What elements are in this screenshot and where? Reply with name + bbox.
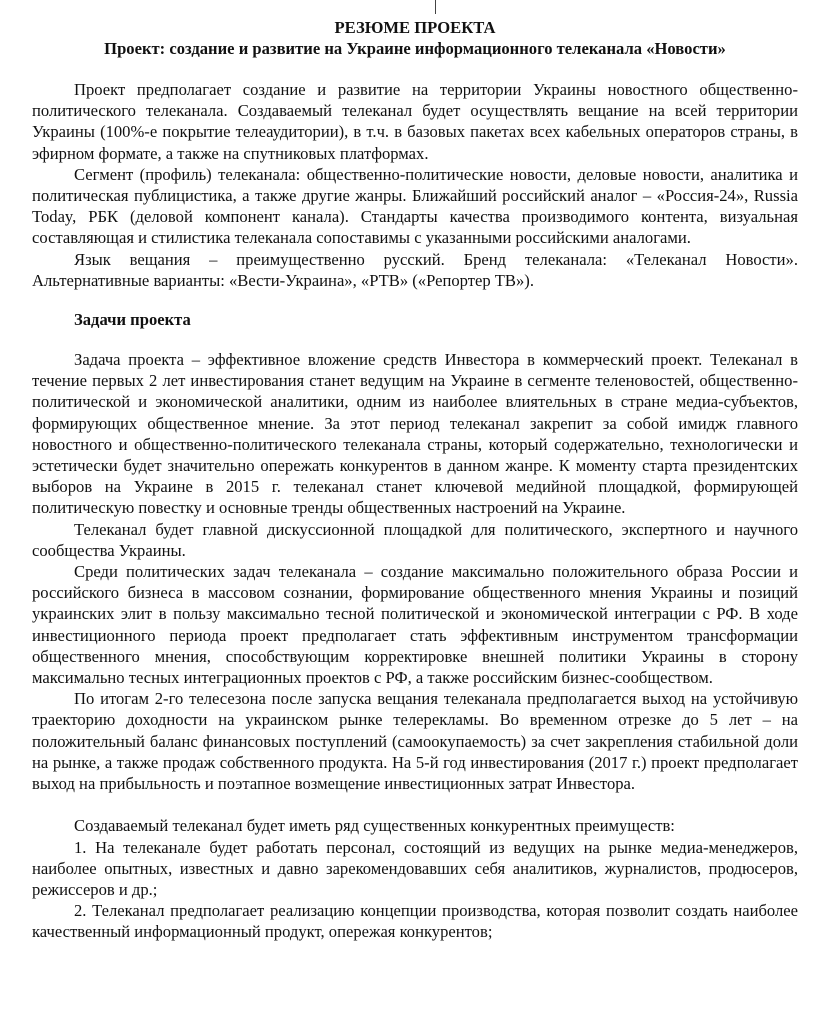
tasks-paragraph-2: Телеканал будет главной дискуссионной площадкой для политического, экспертного и научного сообщества Украины. <box>32 519 798 560</box>
intro-paragraph-3: Язык вещания – преимущественно русский. Бренд телеканала: «Телеканал Новости». Альтернативные варианты: «Вести-Украина», «РТВ» («Репортер ТВ»). <box>32 249 798 290</box>
intro-paragraph-2: Сегмент (профиль) телеканала: общественно-политические новости, деловые новости, аналитика и политическая публицистика, а также другие жанры. Ближайший российский аналог – «Россия-24», Russia Today, РБК (деловой компонент канала). Стандарты качества производимого контента, визуальная составляющая и стилистика телеканала сопоставимы с указанными российскими аналогами. <box>32 164 798 248</box>
advantages-item-1: 1. На телеканале будет работать персонал, состоящий из ведущих на рынке медиа-менеджеров, наиболее опытных, известных и давно зарекомендовавших себя аналитиков, журналистов, продюсеров, режиссеров и др.; <box>32 837 798 899</box>
tasks-paragraph-3: Среди политических задач телеканала – создание максимально положительного образа России и российского бизнеса в массовом сознании, формирование общественного мнения Украины и позиций украинских элит в пользу максимально тесной политической и экономической интеграции с РФ. В ходе инвестиционного периода проект предполагает стать эффективным инструментом трансформации общественного мнения, способствующим корректировке внешней политики Украины в сторону максимально тесных интеграционных проектов с РФ, а также российским бизнес-сообществом. <box>32 562 798 688</box>
advantages-intro: Создаваемый телеканал будет иметь ряд существенных конкурентных преимуществ: <box>74 816 675 836</box>
advantages-item-2: 2. Телеканал предполагает реализацию концепции производства, которая позволит создать наиболее качественный информационный продукт, опережая конкурентов; <box>32 901 798 942</box>
tasks-heading: Задачи проекта <box>74 310 191 330</box>
tasks-paragraph-4: По итогам 2-го телесезона после запуска вещания телеканала предполагается выход на устойчивую траекторию доходности на украинском рынке телерекламы. Во временном отрезке до 5 лет – на положительный баланс финансовых поступлений (самоокупаемость) за счет закрепления стабильной доли на рынке, а также продаж собственного продукта. На 5-й год инвестирования (2017 г.) проект предполагает выход на прибыльность и поэтапное возмещение инвестиционных затрат Инвестора. <box>32 689 798 794</box>
intro-paragraph-1: Проект предполагает создание и развитие на территории Украины новостного общественно-политического телеканала. Создаваемый телеканал будет осуществлять вещание на всей территории Украины (100%-е покрытие телеаудитории), в т.ч. в базовых пакетах всех кабельных операторов страны, в эфирном формате, а также на спутниковых платформах. <box>32 80 798 163</box>
intro-section <box>32 79 798 291</box>
document-subtitle: Проект: создание и развитие на Украине информационного телеканала «Новости» <box>104 39 726 58</box>
document-page <box>32 0 798 1024</box>
advantages-section <box>32 815 798 942</box>
tasks-section <box>32 349 798 794</box>
document-title: РЕЗЮМЕ ПРОЕКТА <box>334 18 496 37</box>
tasks-paragraph-1: Задача проекта – эффективное вложение средств Инвестора в коммерческий проект. Телеканал в течение первых 2 лет инвестирования станет ведущим на Украине в сегменте теленовостей, общественно-политической и экономической аналитики, одним из наиболее влиятельных в стране медиа-субъектов, формирующих общественное мнение. За этот период телеканал закрепит за собой имидж главного новостного и общественно-политического телеканала страны, который содержательно, технологически и эстетически будет значительно опережать конкурентов в данном жанре. К моменту старта президентских выборов на Украине в 2015 г. телеканал станет ключевой медийной площадкой, формирующей политическую повестку и основные тренды общественных настроений на Украине. <box>32 350 798 518</box>
